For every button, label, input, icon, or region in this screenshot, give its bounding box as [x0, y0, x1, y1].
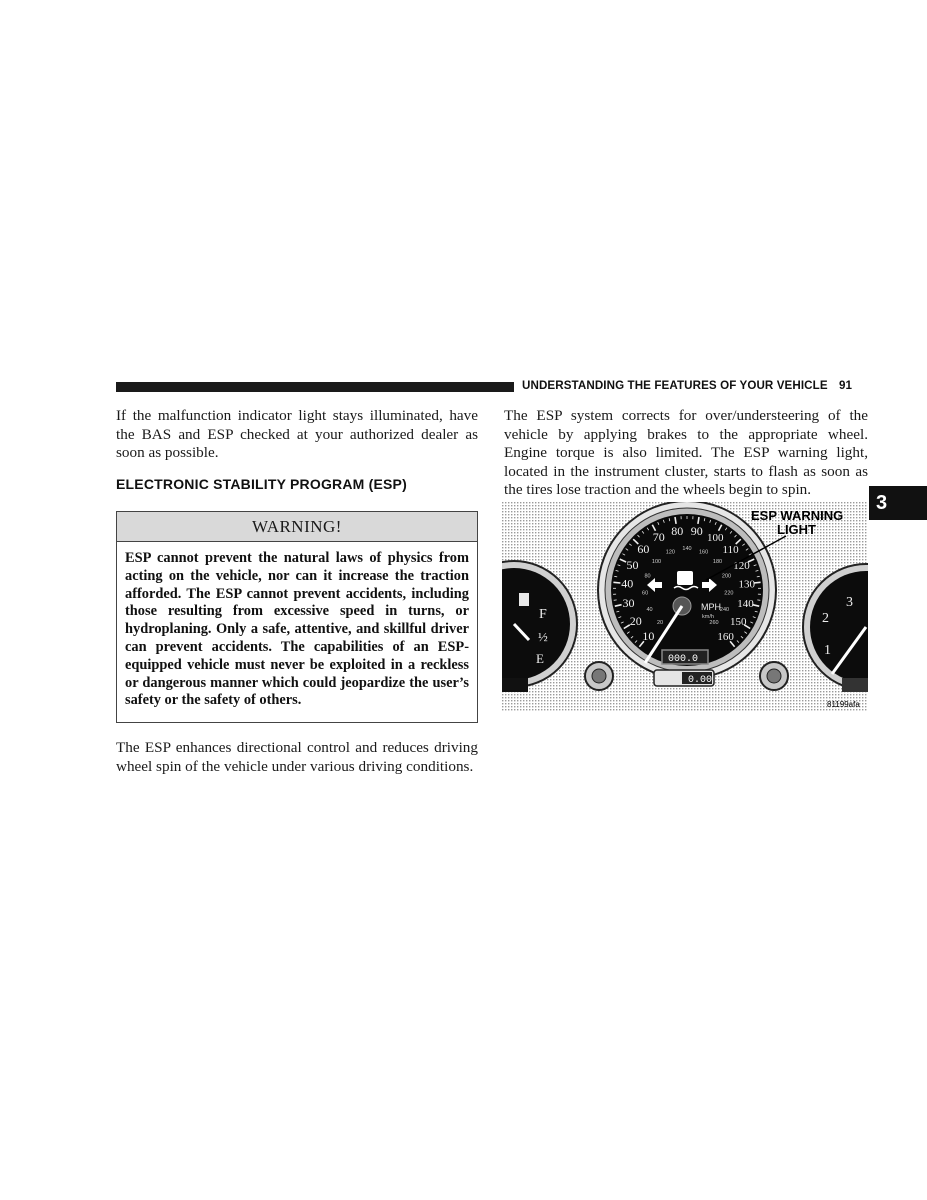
callout-line-2: LIGHT [777, 522, 816, 537]
speedometer-sub-unit: km/h [702, 614, 714, 620]
kmh-label: 240 [719, 606, 730, 613]
warning-title: WARNING! [117, 512, 477, 542]
section-heading: ELECTRONIC STABILITY PROGRAM (ESP) [116, 476, 407, 492]
kmh-label: 220 [724, 590, 734, 597]
kmh-label: 200 [721, 573, 732, 580]
mph-label: 100 [706, 532, 724, 544]
tach-label-2: 2 [822, 611, 829, 626]
mph-label: 90 [690, 523, 703, 538]
instrument-cluster-illustration [502, 502, 868, 712]
mph-label: 30 [622, 596, 635, 611]
mph-label: 130 [738, 578, 755, 591]
instrument-cluster-figure [502, 502, 868, 712]
speedometer-tick [613, 582, 620, 583]
fuel-label-full: F [539, 607, 547, 622]
esp-system-paragraph: The ESP system corrects for over/understeering of the vehicle by applying brakes to the appropriate wheel. Engine torque is also limited. The ESP warning light, located in the instrument cluster, starts to flash as soon as the tires lose traction and the wheels begin to spin. [504, 407, 868, 499]
kmh-label: 160 [699, 549, 709, 556]
odometer-value: 000.0 [668, 654, 699, 665]
mph-label: 10 [642, 629, 655, 643]
kmh-label: 100 [651, 559, 662, 566]
callout-line-1: ESP WARNING [751, 508, 844, 523]
fuel-label-empty: E [536, 651, 544, 666]
kmh-label: 180 [712, 559, 723, 566]
mph-label: 110 [722, 543, 739, 556]
mph-label: 70 [652, 530, 665, 544]
chapter-tab: 3 [869, 486, 927, 520]
mph-label: 20 [629, 614, 642, 629]
mph-label: 80 [671, 523, 684, 538]
mph-label: 40 [621, 576, 634, 591]
speedometer-gauge [598, 502, 776, 679]
mph-label: 140 [737, 598, 754, 611]
tach-label-1: 1 [824, 643, 831, 658]
kmh-label: 260 [709, 620, 719, 627]
warning-body: ESP cannot prevent the natural laws of physics from acting on the vehicle, nor can it increase the traction afforded. The ESP cannot prevent accidents, including those resulting from excessive speed in turns, or hydroplaning. Only a safe, attentive, and skillful driver can prevent accidents. The capabilities of an ESP-equipped vehicle must never be exploited in a reckless or dangerous manner which could jeopardize the user’s safety or the safety of others. [125, 550, 469, 709]
intro-paragraph: If the malfunction indicator light stays illuminated, have the BAS and ESP checked at your authorized dealer as soon as possible. [116, 407, 478, 462]
header-rule [116, 382, 514, 392]
kmh-label: 20 [656, 620, 664, 627]
esp-description-paragraph: The ESP enhances directional control and reduces driving wheel spin of the vehicle under various driving conditions. [116, 739, 478, 775]
kmh-label: 120 [665, 549, 675, 556]
header-title: UNDERSTANDING THE FEATURES OF YOUR VEHICLE [522, 379, 828, 392]
mph-label: 150 [729, 616, 747, 629]
fuel-pump-icon [519, 593, 529, 606]
warning-box [116, 511, 478, 723]
kmh-label: 140 [682, 546, 692, 552]
page-number: 91 [838, 379, 853, 392]
mph-label: 160 [717, 631, 734, 643]
mph-label: 50 [626, 558, 639, 572]
trip-value: 0.00 [688, 675, 713, 686]
running-header [522, 379, 852, 392]
mph-label: 60 [637, 541, 650, 556]
kmh-label: 80 [644, 573, 651, 580]
figure-code: 81199afa [827, 700, 860, 709]
speedometer-unit: MPH [701, 602, 721, 612]
mph-label: 120 [733, 560, 750, 572]
fuel-label-half: ½ [538, 629, 548, 644]
kmh-label: 40 [646, 606, 653, 613]
kmh-label: 60 [642, 590, 649, 597]
tach-label-3: 3 [846, 595, 853, 610]
